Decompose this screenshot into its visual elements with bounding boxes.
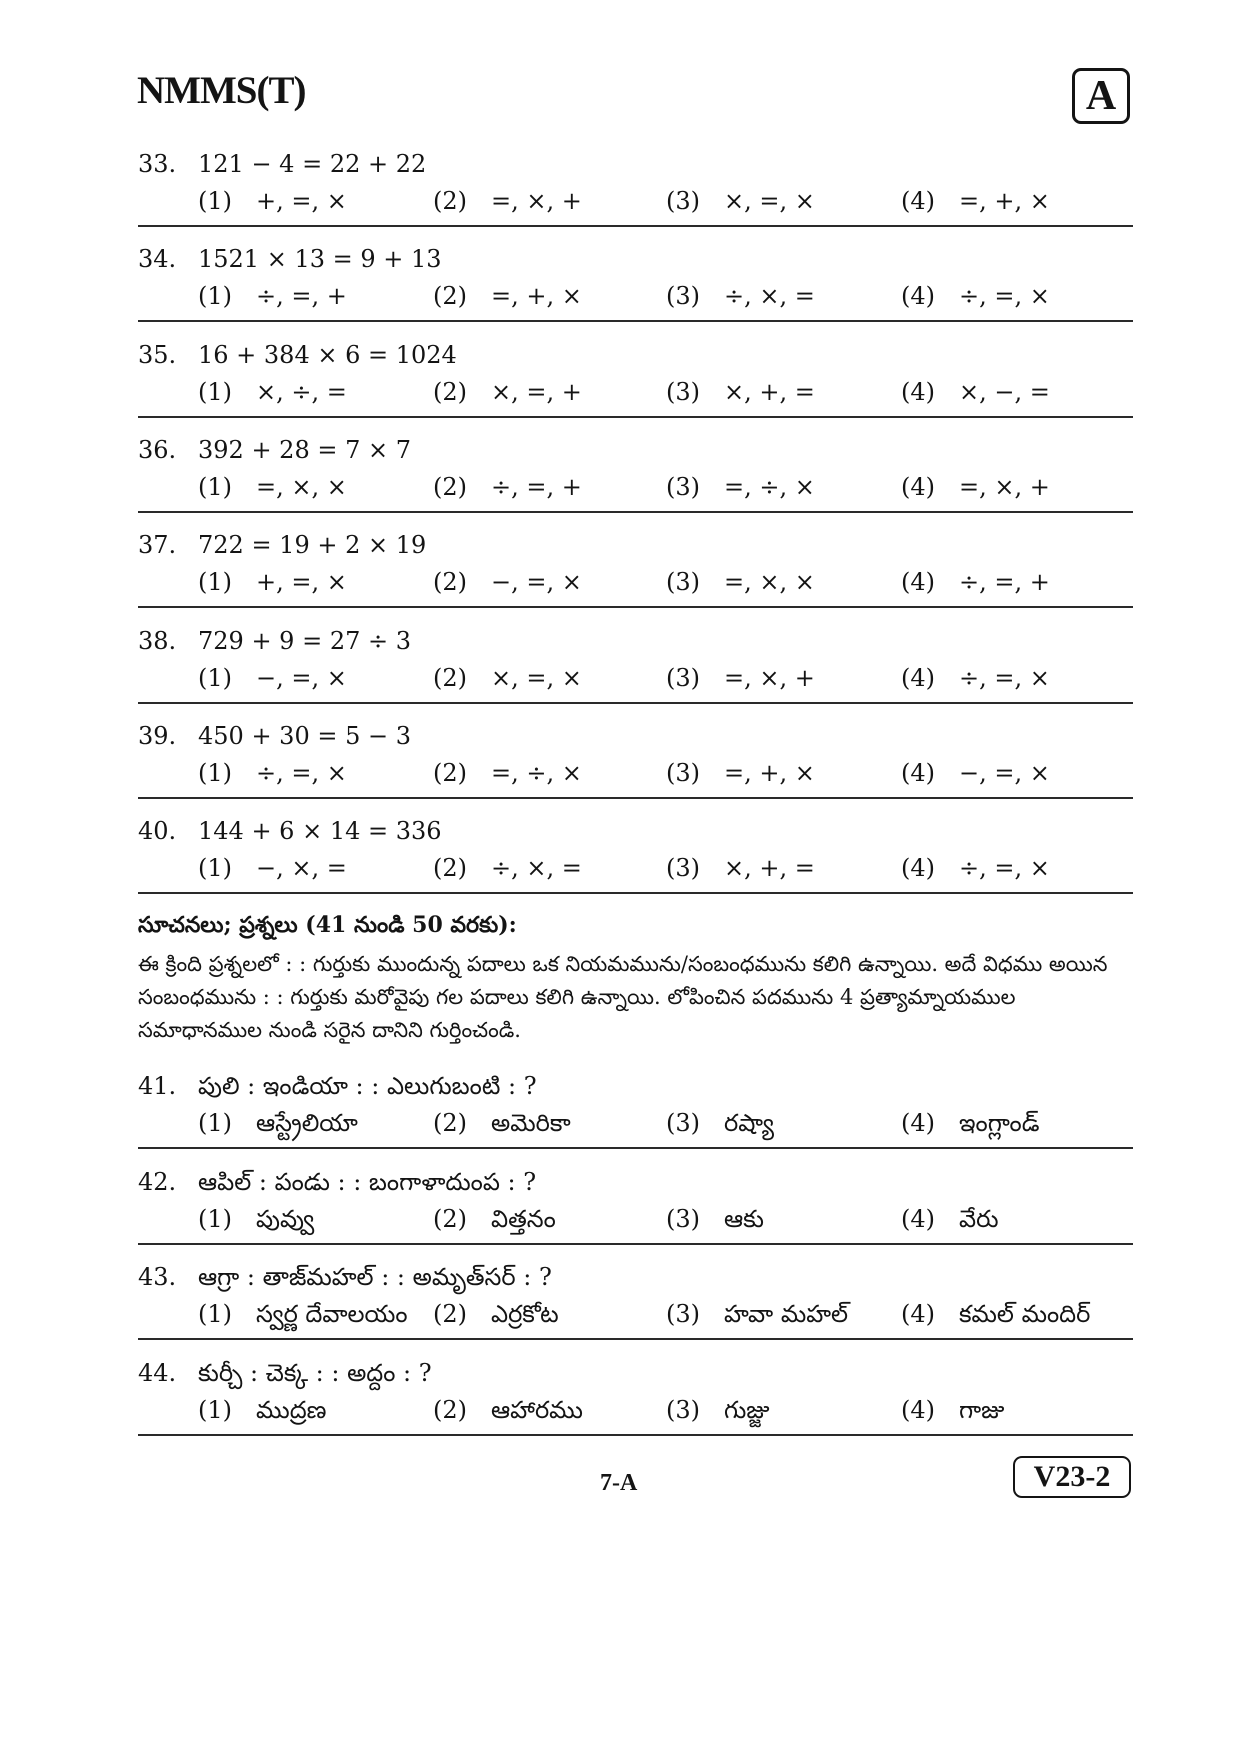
- question-stem: 722 = 19 + 2 × 19: [198, 531, 427, 559]
- question-stem: 144 + 6 × 14 = 336: [198, 817, 442, 845]
- instructions-heading: సూచనలు; ప్రశ్నలు (41 నుండి 50 వరకు):: [138, 912, 517, 938]
- option-1: (1) +, =, ×: [198, 187, 347, 215]
- option-1: (1) +, =, ×: [198, 568, 347, 596]
- option-2: (2) ÷, ×, =: [433, 854, 582, 882]
- option-3: (3) ఆకు: [666, 1205, 764, 1233]
- exam-title: NMMS(T): [137, 69, 306, 112]
- question-divider: [138, 892, 1133, 894]
- option-2: (2) అమెరికా: [433, 1109, 571, 1137]
- question-divider: [138, 1434, 1133, 1436]
- option-4: (4) ×, −, =: [901, 378, 1050, 406]
- question-number: 35.: [138, 341, 177, 369]
- question-number: 38.: [138, 627, 177, 655]
- question-stem: 1521 × 13 = 9 + 13: [198, 245, 442, 273]
- question-number: 41.: [138, 1072, 177, 1100]
- option-3: (3) =, ÷, ×: [666, 473, 815, 501]
- option-4: (4) =, +, ×: [901, 187, 1050, 215]
- question-stem: 729 + 9 = 27 ÷ 3: [198, 627, 411, 655]
- question-divider: [138, 797, 1133, 799]
- option-1: (1) −, =, ×: [198, 664, 347, 692]
- question-number: 44.: [138, 1359, 177, 1387]
- question-divider: [138, 320, 1133, 322]
- option-1: (1) ఆస్ట్రేలియా: [198, 1109, 358, 1137]
- question-divider: [138, 225, 1133, 227]
- option-1: (1) =, ×, ×: [198, 473, 347, 501]
- option-3: (3) =, ×, ×: [666, 568, 815, 596]
- question-divider: [138, 702, 1133, 704]
- question-number: 40.: [138, 817, 177, 845]
- page-number: 7-A: [600, 1470, 638, 1496]
- option-2: (2) −, =, ×: [433, 568, 582, 596]
- option-4: (4) ÷, =, ×: [901, 664, 1050, 692]
- option-2: (2) =, ÷, ×: [433, 759, 582, 787]
- option-1: (1) −, ×, =: [198, 854, 347, 882]
- question-stem: పులి : ఇండియా : : ఎలుగుబంటి : ?: [198, 1072, 537, 1100]
- question-44: [138, 1359, 1133, 1454]
- question-37: [138, 531, 1133, 626]
- instructions-body: ఈ క్రింది ప్రశ్నలలో : : గుర్తుకు ముందున్న పదాలు ఒక నియమమును/సంబంధమును కలిగి ఉన్నాయి. అదే విధము అయిన సంబంధమును : : గుర్తుకు మరోవైపు గల పదాలు కలిగి ఉన్నాయి. లోపించిన పదమును 4 ప్రత్యామ్నాయముల సమాధానముల నుండి సరైన దానిని గుర్తించండి.: [138, 952, 1108, 1042]
- question-number: 42.: [138, 1168, 177, 1196]
- option-2: (2) ÷, =, +: [433, 473, 582, 501]
- option-1: (1) ÷, =, ×: [198, 759, 347, 787]
- option-2: (2) =, ×, +: [433, 187, 582, 215]
- option-3: (3) హవా మహల్: [666, 1300, 849, 1328]
- option-3: (3) గుజ్జు: [666, 1396, 770, 1424]
- question-divider: [138, 606, 1133, 608]
- question-stem: 450 + 30 = 5 − 3: [198, 722, 411, 750]
- question-36: [138, 436, 1133, 531]
- option-4: (4) =, ×, +: [901, 473, 1050, 501]
- question-34: [138, 245, 1133, 340]
- question-number: 43.: [138, 1263, 177, 1291]
- option-2: (2) ×, =, ×: [433, 664, 582, 692]
- question-39: [138, 722, 1133, 817]
- question-38: [138, 627, 1133, 722]
- question-stem: ఆపిల్ : పండు : : బంగాళాదుంప : ?: [198, 1168, 537, 1196]
- option-4: (4) ÷, =, +: [901, 568, 1050, 596]
- question-stem: 121 − 4 = 22 + 22: [198, 150, 427, 178]
- option-4: (4) ÷, =, ×: [901, 282, 1050, 310]
- question-35: [138, 341, 1133, 436]
- option-2: (2) ఎర్రకోట: [433, 1300, 559, 1328]
- option-4: (4) గాజు: [901, 1396, 1005, 1424]
- question-42: [138, 1168, 1133, 1263]
- option-3: (3) =, ×, +: [666, 664, 815, 692]
- question-stem: 16 + 384 × 6 = 1024: [198, 341, 457, 369]
- option-2: (2) =, +, ×: [433, 282, 582, 310]
- option-2: (2) ఆహారము: [433, 1396, 583, 1424]
- question-divider: [138, 1338, 1133, 1340]
- option-1: (1) ముద్రణ: [198, 1396, 327, 1424]
- question-stem: 392 + 28 = 7 × 7: [198, 436, 411, 464]
- question-number: 33.: [138, 150, 177, 178]
- question-divider: [138, 416, 1133, 418]
- paper-code-badge: V23-2: [1013, 1456, 1131, 1498]
- option-3: (3) ×, +, =: [666, 854, 815, 882]
- option-1: (1) ÷, =, +: [198, 282, 347, 310]
- question-40: [138, 817, 1133, 912]
- question-33: [138, 150, 1133, 245]
- option-4: (4) ఇంగ్లాండ్: [901, 1109, 1040, 1137]
- question-number: 34.: [138, 245, 177, 273]
- option-1: (1) స్వర్ణ దేవాలయం: [198, 1300, 408, 1328]
- option-3: (3) ×, =, ×: [666, 187, 815, 215]
- question-number: 36.: [138, 436, 177, 464]
- option-4: (4) ÷, =, ×: [901, 854, 1050, 882]
- question-divider: [138, 511, 1133, 513]
- option-4: (4) వేరు: [901, 1205, 999, 1233]
- question-43: [138, 1263, 1133, 1358]
- question-divider: [138, 1147, 1133, 1149]
- option-1: (1) ×, ÷, =: [198, 378, 347, 406]
- question-stem: ఆగ్రా : తాజ్‌మహల్ : : అమృత్‌సర్ : ?: [198, 1263, 552, 1291]
- question-divider: [138, 1243, 1133, 1245]
- option-2: (2) ×, =, +: [433, 378, 582, 406]
- option-2: (2) విత్తనం: [433, 1205, 556, 1233]
- question-number: 37.: [138, 531, 177, 559]
- option-3: (3) =, +, ×: [666, 759, 815, 787]
- option-3: (3) రష్యా: [666, 1109, 774, 1137]
- question-41: [138, 1072, 1133, 1167]
- option-4: (4) −, =, ×: [901, 759, 1050, 787]
- question-set-badge: A: [1072, 68, 1130, 124]
- option-3: (3) ÷, ×, =: [666, 282, 815, 310]
- option-4: (4) కమల్ మందిర్: [901, 1300, 1091, 1328]
- question-stem: కుర్చీ : చెక్క : : అద్దం : ?: [198, 1359, 432, 1387]
- option-1: (1) పువ్వు: [198, 1205, 315, 1233]
- question-number: 39.: [138, 722, 177, 750]
- option-3: (3) ×, +, =: [666, 378, 815, 406]
